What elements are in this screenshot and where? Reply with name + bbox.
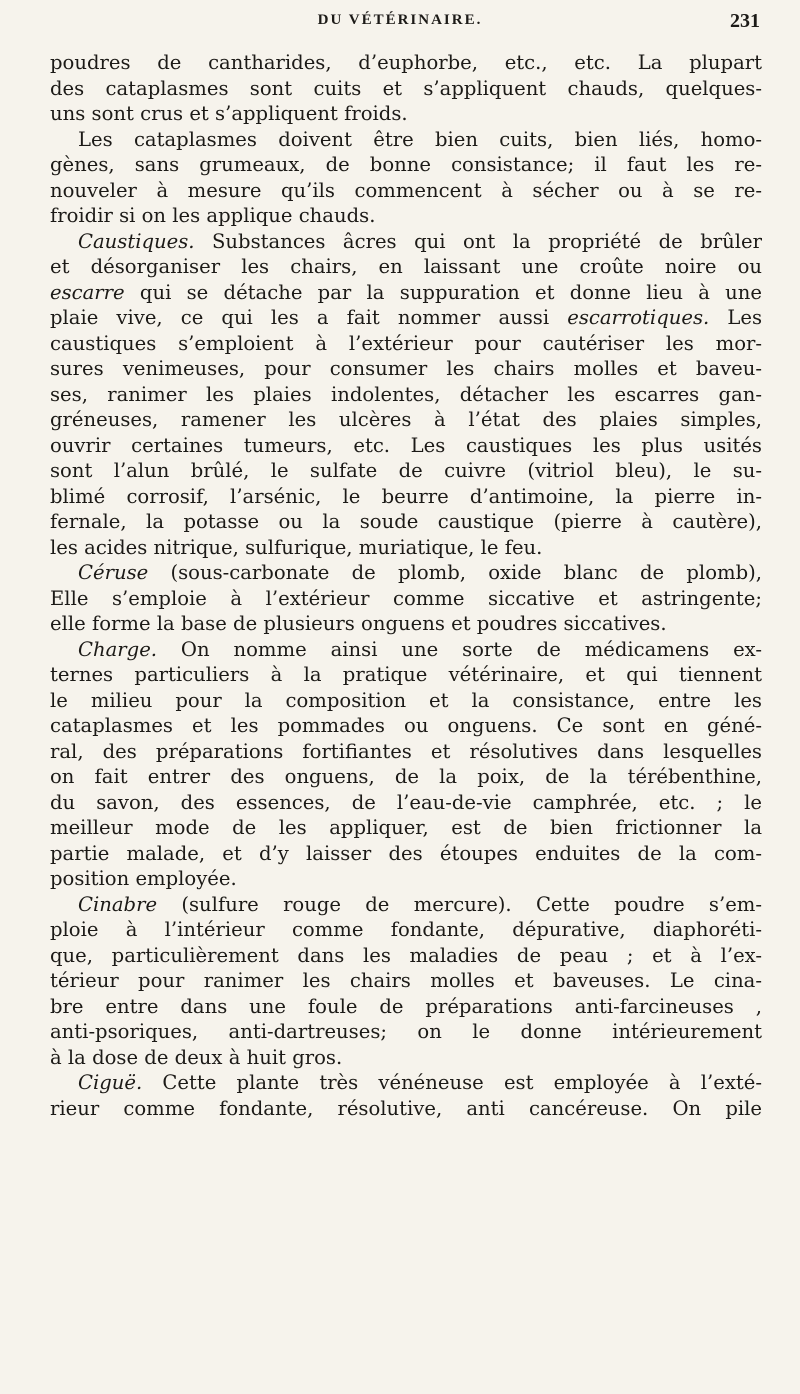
italic-term: Ciguë. <box>78 1071 143 1094</box>
text-line <box>50 662 762 688</box>
line-text: sures venimeuses, pour consumer les chairs molles et baveu- <box>50 357 762 380</box>
line-text: anti-psoriques, anti-dartreuses; on le donne intérieurement <box>50 1020 762 1043</box>
running-head-title: DU VÉTÉRINAIRE. <box>317 12 483 28</box>
line-text: Cette plante très vénéneuse est employée à l’exté- <box>142 1071 762 1094</box>
line-text: Les <box>709 306 762 329</box>
line-text: sont l’alun brûlé, le sulfate de cuivre (vitriol bleu), le su- <box>50 459 762 482</box>
line-text: le milieu pour la composition et la consistance, entre les <box>50 688 762 712</box>
text-line <box>50 484 762 510</box>
text-line <box>50 458 762 484</box>
text-line <box>50 407 762 433</box>
line-text: des cataplasmes sont cuits et s’appliquent chauds, quelques- <box>50 76 762 100</box>
line-text: Substances âcres qui ont la propriété de brûler <box>194 229 762 253</box>
line-text: position employée. <box>50 867 237 890</box>
text-line <box>50 841 762 867</box>
text-line <box>50 713 762 739</box>
text-line <box>50 433 762 459</box>
line-text: partie malade, et d’y laisser des étoupes enduites de la com- <box>50 841 762 865</box>
text-line <box>50 305 762 331</box>
line-text: rieur comme fondante, résolutive, anti cancéreuse. On pile <box>50 1096 762 1120</box>
text-line <box>50 382 762 408</box>
text-line <box>50 1019 762 1045</box>
text-line <box>50 152 762 178</box>
text-line <box>50 50 762 76</box>
line-text: cataplasmes et les pommades ou onguens. Ce sont en géné- <box>50 714 762 737</box>
line-text: ternes particuliers à la pratique vétérinaire, et qui tiennent <box>50 663 762 686</box>
text-line <box>50 178 762 204</box>
line-text: caustiques s’emploient à l’extérieur pour cautériser les mor- <box>50 331 762 355</box>
body-text <box>50 50 762 1121</box>
text-line <box>50 356 762 382</box>
page-number: 231 <box>730 10 760 32</box>
text-line <box>50 917 762 943</box>
text-line <box>50 968 762 994</box>
line-text: on fait entrer des onguens, de la poix, de la térébenthine, <box>50 765 762 788</box>
line-text: (sulfure rouge de mercure). Cette poudre s’em- <box>157 892 762 916</box>
line-text: nouveler à mesure qu’ils commencent à sécher ou à se re- <box>50 178 762 202</box>
line-text: du savon, des essences, de l’eau-de-vie camphrée, etc. ; le <box>50 790 762 814</box>
italic-term: escarre <box>50 280 125 304</box>
line-text: les acides nitrique, sulfurique, muriatique, le feu. <box>50 535 543 559</box>
italic-term: Cinabre <box>78 892 158 916</box>
text-line <box>50 637 762 663</box>
italic-term: Céruse <box>78 561 149 584</box>
line-text: bre entre dans une foule de préparations anti-farcineuses , <box>50 994 762 1018</box>
line-text: que, particulièrement dans les maladies de peau ; et à l’ex- <box>50 943 762 967</box>
text-line <box>50 892 762 918</box>
text-line <box>50 790 762 816</box>
line-text: gènes, sans grumeaux, de bonne consistance; il faut les re- <box>50 153 762 176</box>
text-line <box>50 254 762 280</box>
text-line <box>50 229 762 255</box>
line-text: à la dose de deux à huit gros. <box>50 1045 343 1069</box>
line-text: On nomme ainsi une sorte de médicamens ex- <box>157 637 762 661</box>
text-line <box>50 127 762 153</box>
text-line <box>50 943 762 969</box>
text-line <box>50 1096 762 1122</box>
text-line <box>50 994 762 1020</box>
line-text: uns sont crus et s’appliquent froids. <box>50 102 408 125</box>
line-text: meilleur mode de les appliquer, est de bien frictionner la <box>50 816 762 839</box>
text-line <box>50 764 762 790</box>
line-text: froidir si on les applique chauds. <box>50 204 376 227</box>
text-line <box>50 815 762 841</box>
italic-term: Charge. <box>78 637 158 661</box>
text-line <box>50 611 762 637</box>
line-text: (sous-carbonate de plomb, oxide blanc de plomb), <box>148 561 762 584</box>
text-line <box>50 739 762 765</box>
text-line <box>50 586 762 612</box>
text-line <box>50 101 762 127</box>
text-line <box>50 1045 762 1071</box>
line-text: fernale, la potasse ou la soude caustique (pierre à cautère), <box>50 510 762 533</box>
line-text: gréneuses, ramener les ulcères à l’état des plaies simples, <box>50 408 762 431</box>
text-line <box>50 1070 762 1096</box>
running-head <box>0 12 800 42</box>
line-text: et désorganiser les chairs, en laissant une croûte noire ou <box>50 255 762 278</box>
text-line <box>50 535 762 561</box>
line-text: Elle s’emploie à l’extérieur comme siccative et astringente; <box>50 586 762 610</box>
text-line <box>50 509 762 535</box>
text-line <box>50 331 762 357</box>
italic-term: escarrotiques. <box>567 306 710 329</box>
text-line <box>50 203 762 229</box>
line-text: poudres de cantharides, d’euphorbe, etc., etc. La plupart <box>50 51 762 74</box>
line-text: ral, des préparations fortifiantes et résolutives dans lesquelles <box>50 739 762 763</box>
text-line <box>50 76 762 102</box>
text-line <box>50 866 762 892</box>
line-text: blimé corrosif, l’arsénic, le beurre d’antimoine, la pierre in- <box>50 484 762 508</box>
line-text: ploie à l’intérieur comme fondante, dépurative, diaphoréti- <box>50 918 762 941</box>
text-line <box>50 688 762 714</box>
text-line <box>50 560 762 586</box>
text-line <box>50 280 762 306</box>
line-text: Les cataplasmes doivent être bien cuits, bien liés, homo- <box>78 127 762 151</box>
italic-term: Caustiques. <box>78 229 195 253</box>
line-text: plaie vive, ce qui les a fait nommer aussi <box>50 306 568 329</box>
line-text: elle forme la base de plusieurs onguens et poudres siccatives. <box>50 612 667 635</box>
line-text: qui se détache par la suppuration et donne lieu à une <box>124 280 762 304</box>
line-text: ouvrir certaines tumeurs, etc. Les caustiques les plus usités <box>50 433 762 457</box>
line-text: ses, ranimer les plaies indolentes, détacher les escarres gan- <box>50 382 762 406</box>
line-text: térieur pour ranimer les chairs molles et baveuses. Le cina- <box>50 969 762 992</box>
